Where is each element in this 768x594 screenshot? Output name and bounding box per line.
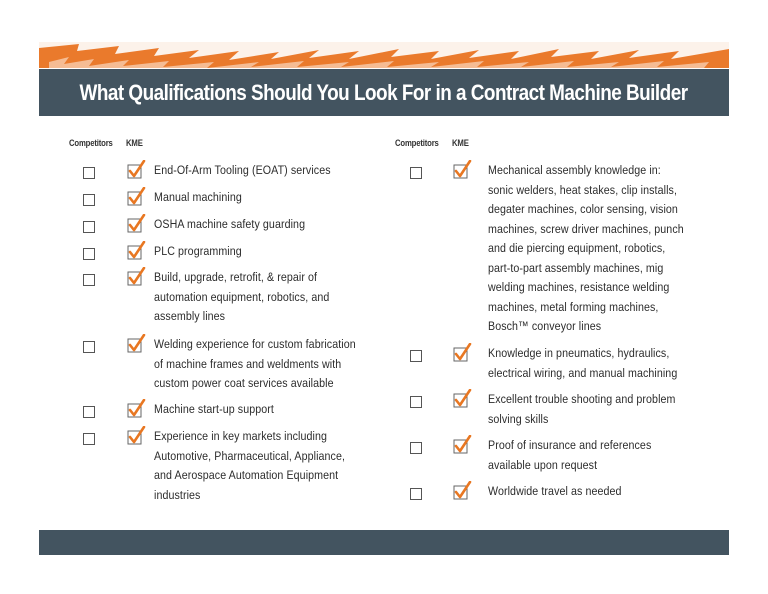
kme-checkmark-icon: [126, 426, 146, 446]
checklist-item-text: of machine frames and weldments with: [154, 356, 342, 371]
competitors-checkbox: [83, 433, 95, 445]
footer-bar: [39, 530, 729, 555]
checklist-item-text: Worldwide travel as needed: [488, 484, 622, 498]
left-col-header-kme: KME: [126, 138, 143, 148]
kme-checkmark-icon: [452, 160, 472, 180]
checklist-item-text: assembly lines: [154, 309, 226, 323]
checklist-item-text: sonic welders, heat stakes, clip installs,: [488, 182, 677, 197]
kme-checkmark-icon: [452, 481, 472, 501]
kme-checkmark-icon: [126, 241, 146, 261]
checklist-item-text: machines, screw driver machines, punch: [488, 221, 684, 236]
competitors-checkbox: [83, 274, 95, 286]
competitors-checkbox: [83, 221, 95, 233]
brush-texture: [39, 42, 729, 68]
checklist-item-text: part-to-part assembly machines, mig: [488, 260, 664, 275]
checklist-item-text: electrical wiring, and manual machining: [488, 365, 678, 380]
competitors-checkbox: [410, 488, 422, 500]
kme-checkmark-icon: [126, 267, 146, 287]
checklist-item-text: custom power coat services available: [154, 376, 334, 390]
kme-checkmark-icon: [126, 187, 146, 207]
checklist-item-text: Mechanical assembly knowledge in:: [488, 163, 661, 177]
checklist-item-text: Automotive, Pharmaceutical, Appliance,: [154, 448, 346, 463]
competitors-checkbox: [410, 167, 422, 179]
right-col-header-competitors: Competitors: [395, 138, 439, 148]
checklist-item-text: and Aerospace Automation Equipment: [154, 468, 339, 482]
checklist-item-text: machines, metal forming machines,: [488, 299, 659, 314]
checklist-item-text: Build, upgrade, retrofit, & repair of: [154, 270, 318, 284]
checklist-item-text: industries: [154, 487, 201, 502]
checklist-item-text: welding machines, resistance welding: [488, 280, 670, 294]
checklist-item-text: Welding experience for custom fabrication: [154, 337, 356, 351]
checklist-item-text: Machine start-up support: [154, 402, 274, 416]
checklist-item-text: Bosch™ conveyor lines: [488, 319, 602, 333]
kme-checkmark-icon: [126, 399, 146, 419]
left-col-header-competitors: Competitors: [69, 138, 113, 148]
kme-checkmark-icon: [126, 160, 146, 180]
right-col-header-kme: KME: [452, 138, 469, 148]
checklist-item-text: Knowledge in pneumatics, hydraulics,: [488, 346, 670, 360]
checklist-item-text: OSHA machine safety guarding: [154, 217, 306, 231]
checklist-item-text: Proof of insurance and references: [488, 438, 652, 452]
competitors-checkbox: [410, 396, 422, 408]
decorative-orange-band: [39, 42, 729, 68]
competitors-checkbox: [83, 167, 95, 179]
competitors-checkbox: [83, 194, 95, 206]
checklist-item-text: Manual machining: [154, 190, 242, 204]
title-bar: [39, 69, 729, 116]
checklist-item-text: Excellent trouble shooting and problem: [488, 392, 676, 406]
kme-checkmark-icon: [126, 334, 146, 354]
kme-checkmark-icon: [452, 435, 472, 455]
checklist-item-text: degater machines, color sensing, vision: [488, 202, 678, 216]
competitors-checkbox: [410, 350, 422, 362]
page-title: What Qualifications Should You Look For in a Contract Machine Builder: [79, 79, 689, 105]
checklist-item-text: available upon request: [488, 457, 598, 472]
checklist-item-text: End-Of-Arm Tooling (EOAT) services: [154, 163, 331, 177]
checklist-item-text: Experience in key markets including: [154, 429, 328, 443]
competitors-checkbox: [410, 442, 422, 454]
kme-checkmark-icon: [452, 343, 472, 363]
competitors-checkbox: [83, 341, 95, 353]
competitors-checkbox: [83, 406, 95, 418]
kme-checkmark-icon: [126, 214, 146, 234]
checklist-item-text: solving skills: [488, 411, 549, 426]
checklist-item-text: PLC programming: [154, 244, 242, 258]
kme-checkmark-icon: [452, 389, 472, 409]
competitors-checkbox: [83, 248, 95, 260]
checklist-item-text: automation equipment, robotics, and: [154, 289, 330, 304]
checklist-item-text: and die piercing equipment, robotics,: [488, 241, 666, 255]
